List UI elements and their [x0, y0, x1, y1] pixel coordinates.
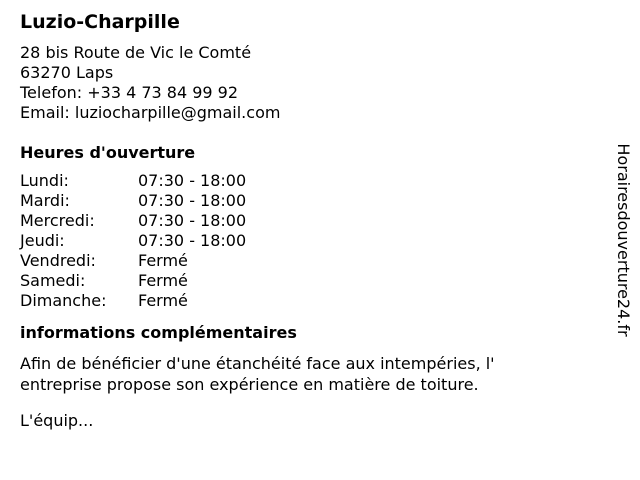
- day-hours: 07:30 - 18:00: [138, 191, 247, 210]
- business-name: Luzio-Charpille: [20, 11, 180, 33]
- hours-row: [20, 171, 600, 191]
- email: Email: luziocharpille@gmail.com: [20, 103, 281, 122]
- address-line-2: 63270 Laps: [20, 63, 114, 82]
- side-watermark: Horairesdouverture24.fr: [614, 143, 633, 337]
- day-name: Lundi:: [20, 171, 69, 190]
- phone: Telefon: +33 4 73 84 99 92: [20, 83, 239, 102]
- day-name: Vendredi:: [20, 251, 96, 270]
- info-more: L'équip...: [20, 411, 94, 430]
- business-card: [20, 9, 600, 431]
- hours-row: [20, 231, 600, 251]
- opening-hours-table: [20, 171, 600, 311]
- day-hours: 07:30 - 18:00: [138, 231, 247, 250]
- hours-row: [20, 271, 600, 291]
- day-hours: Fermé: [138, 271, 188, 290]
- hours-row: [20, 251, 600, 271]
- day-hours: 07:30 - 18:00: [138, 211, 247, 230]
- day-name: Dimanche:: [20, 291, 107, 310]
- day-hours: 07:30 - 18:00: [138, 171, 247, 190]
- info-description: Afin de bénéficier d'une étanchéité face aux intempéries, l' entreprise propose son expérience en matière de toiture.: [20, 354, 495, 394]
- day-name: Jeudi:: [20, 231, 65, 250]
- address-line-1: 28 bis Route de Vic le Comté: [20, 43, 252, 62]
- hours-row: [20, 291, 600, 311]
- info-title: informations complémentaires: [20, 323, 297, 342]
- day-name: Mercredi:: [20, 211, 95, 230]
- hours-row: [20, 211, 600, 231]
- opening-hours-title: Heures d'ouverture: [20, 143, 196, 162]
- day-hours: Fermé: [138, 291, 188, 310]
- hours-row: [20, 191, 600, 211]
- day-name: Samedi:: [20, 271, 86, 290]
- day-hours: Fermé: [138, 251, 188, 270]
- day-name: Mardi:: [20, 191, 70, 210]
